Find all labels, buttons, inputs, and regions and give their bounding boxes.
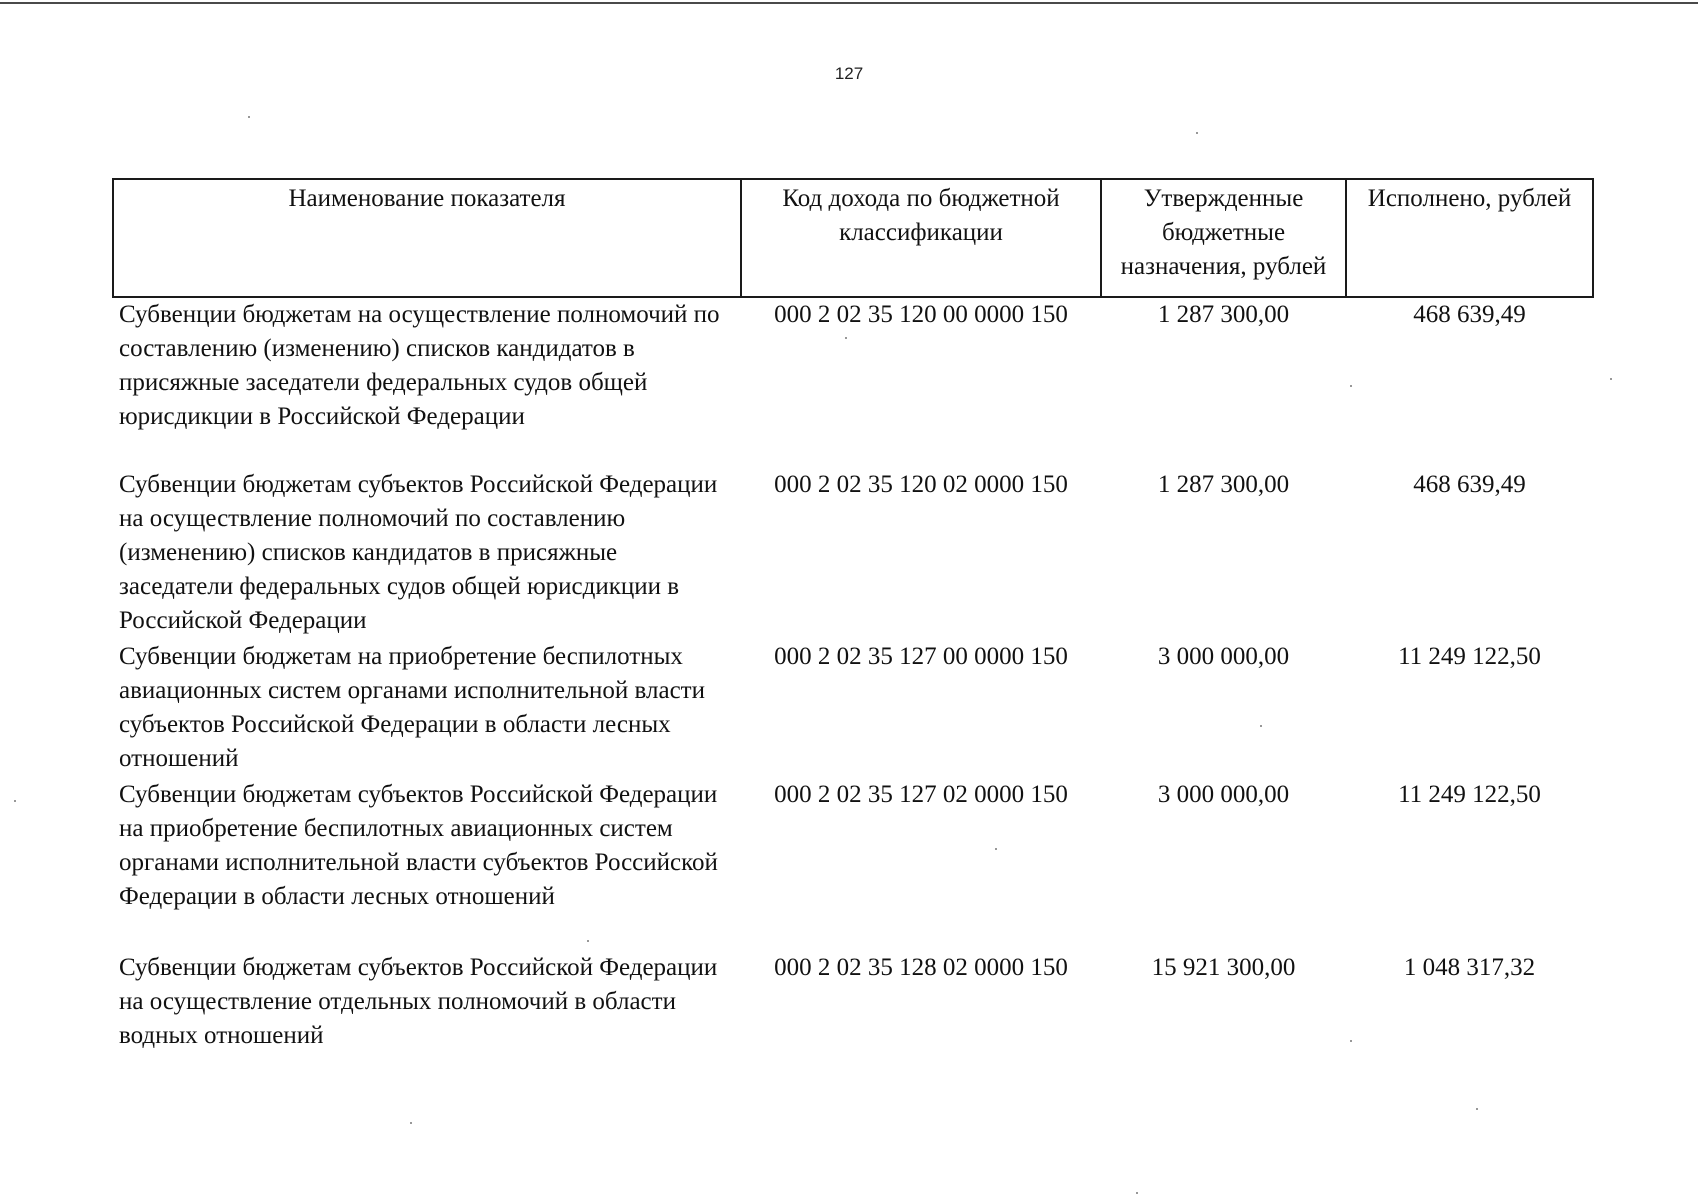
- header-approved: Утвержденные бюджетные назначения, рублей: [1101, 179, 1346, 297]
- row-code: 000 2 02 35 127 00 0000 150: [774, 643, 1068, 670]
- row-approved: 3 000 000,00: [1157, 781, 1290, 808]
- table-row: [113, 297, 1593, 468]
- row-name: Субвенции бюджетам субъектов Российской Федерации на осуществление полномочий по составлению (изменению) списков кандидатов в присяжные заседатели федеральных судов общей юрисдикции в Российской Федерации: [119, 471, 718, 634]
- row-executed: 1 048 317,32: [1403, 954, 1536, 981]
- header-name: Наименование показателя: [113, 179, 741, 297]
- scan-speck: [1260, 725, 1262, 727]
- row-name: Субвенции бюджетам на приобретение беспилотных авиационных систем органами исполнительной власти субъектов Российской Федерации в области лесных отношений: [119, 643, 705, 772]
- table-body: [113, 297, 1593, 1061]
- table-row: [113, 468, 1593, 640]
- row-approved: 1 287 300,00: [1157, 301, 1290, 328]
- row-code: 000 2 02 35 127 02 0000 150: [774, 781, 1068, 808]
- header-row: [113, 179, 1593, 297]
- row-name: Субвенции бюджетам субъектов Российской Федерации на осуществление отдельных полномочий в области водных отношений: [119, 954, 718, 1049]
- row-executed: 468 639,49: [1413, 301, 1526, 328]
- scan-speck: [845, 337, 847, 339]
- scan-speck: [410, 1122, 412, 1124]
- scan-speck: [1610, 378, 1612, 380]
- scan-speck: [995, 848, 997, 850]
- table-row: [113, 778, 1593, 951]
- header-executed: Исполнено, рублей: [1346, 179, 1593, 297]
- row-executed: 11 249 122,50: [1398, 643, 1541, 670]
- row-code: 000 2 02 35 120 02 0000 150: [774, 471, 1068, 498]
- scan-artifact-line: [0, 2, 1698, 4]
- scan-speck: [1476, 1108, 1478, 1110]
- row-approved: 15 921 300,00: [1151, 954, 1296, 981]
- scan-speck: [1136, 1192, 1138, 1194]
- scan-speck: [587, 940, 589, 942]
- row-approved: 3 000 000,00: [1157, 643, 1290, 670]
- row-code: 000 2 02 35 120 00 0000 150: [774, 301, 1068, 328]
- header-code: Код дохода по бюджетной классификации: [741, 179, 1101, 297]
- budget-execution-table: [112, 178, 1594, 1061]
- row-executed: 11 249 122,50: [1398, 781, 1541, 808]
- scan-speck: [1350, 385, 1352, 387]
- row-name: Субвенции бюджетам на осуществление полномочий по составлению (изменению) списков кандидатов в присяжные заседатели федеральных судов общей юрисдикции в Российской Федерации: [119, 301, 720, 430]
- table-row: [113, 951, 1593, 1061]
- scan-speck: [1350, 1040, 1352, 1042]
- row-code: 000 2 02 35 128 02 0000 150: [774, 954, 1068, 981]
- table-header: [113, 179, 1593, 297]
- table-row: [113, 640, 1593, 778]
- row-approved: 1 287 300,00: [1157, 471, 1290, 498]
- scan-speck: [248, 116, 250, 118]
- page-number: 127: [834, 64, 864, 83]
- row-name: Субвенции бюджетам субъектов Российской Федерации на приобретение беспилотных авиационных систем органами исполнительной власти субъектов Российской Федерации в области лесных отношений: [119, 781, 718, 910]
- scan-speck: [1196, 132, 1198, 134]
- row-executed: 468 639,49: [1413, 471, 1526, 498]
- scan-speck: [14, 800, 16, 802]
